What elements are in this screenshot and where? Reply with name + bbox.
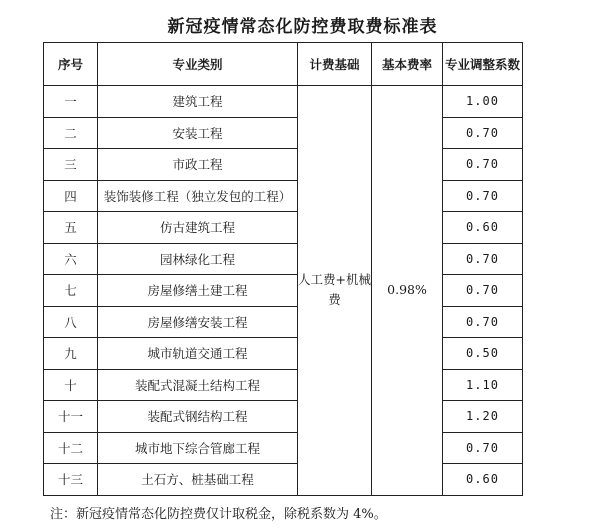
table-row bbox=[44, 464, 523, 496]
row-index: 十一 bbox=[44, 401, 98, 433]
row-index: 二 bbox=[44, 117, 98, 149]
fee-standard-table bbox=[43, 42, 523, 496]
row-coefficient: 1.00 bbox=[443, 86, 523, 118]
table-row bbox=[44, 180, 523, 212]
row-index: 三 bbox=[44, 149, 98, 181]
row-index: 四 bbox=[44, 180, 98, 212]
row-index: 七 bbox=[44, 275, 98, 307]
table-header-row bbox=[44, 43, 523, 86]
rate-cell: 0.98% bbox=[372, 86, 443, 496]
row-category: 园林绿化工程 bbox=[98, 243, 298, 275]
row-index: 六 bbox=[44, 243, 98, 275]
row-category: 土石方、桩基础工程 bbox=[98, 464, 298, 496]
row-coefficient: 0.70 bbox=[443, 149, 523, 181]
row-index: 十 bbox=[44, 369, 98, 401]
table-row bbox=[44, 369, 523, 401]
table-row bbox=[44, 149, 523, 181]
row-category: 仿古建筑工程 bbox=[98, 212, 298, 244]
document-title: 新冠疫情常态化防控费取费标准表 bbox=[167, 17, 438, 37]
header-rate: 基本费率 bbox=[372, 43, 443, 86]
row-category: 安装工程 bbox=[98, 117, 298, 149]
table-row bbox=[44, 212, 523, 244]
row-coefficient: 0.70 bbox=[443, 432, 523, 464]
table-row bbox=[44, 86, 523, 118]
row-index: 十三 bbox=[44, 464, 98, 496]
basis-cell: 人工费+机械费 bbox=[298, 86, 372, 496]
row-coefficient: 0.70 bbox=[443, 117, 523, 149]
table-row bbox=[44, 306, 523, 338]
header-basis: 计费基础 bbox=[298, 43, 372, 86]
row-coefficient: 0.60 bbox=[443, 212, 523, 244]
row-coefficient: 0.50 bbox=[443, 338, 523, 370]
table-row bbox=[44, 275, 523, 307]
row-coefficient: 1.20 bbox=[443, 401, 523, 433]
table-row bbox=[44, 432, 523, 464]
row-index: 十二 bbox=[44, 432, 98, 464]
row-coefficient: 0.60 bbox=[443, 464, 523, 496]
header-category: 专业类别 bbox=[98, 43, 298, 86]
table-row bbox=[44, 243, 523, 275]
table-row bbox=[44, 117, 523, 149]
row-category: 房屋修缮土建工程 bbox=[98, 275, 298, 307]
header-coefficient: 专业调整系数 bbox=[443, 43, 523, 86]
row-category: 城市地下综合管廊工程 bbox=[98, 432, 298, 464]
row-category: 建筑工程 bbox=[98, 86, 298, 118]
row-index: 八 bbox=[44, 306, 98, 338]
header-index: 序号 bbox=[44, 43, 98, 86]
row-category: 市政工程 bbox=[98, 149, 298, 181]
row-coefficient: 0.70 bbox=[443, 306, 523, 338]
row-index: 九 bbox=[44, 338, 98, 370]
row-category: 房屋修缮安装工程 bbox=[98, 306, 298, 338]
table-row bbox=[44, 401, 523, 433]
row-category: 装饰装修工程（独立发包的工程） bbox=[98, 180, 298, 212]
row-coefficient: 0.70 bbox=[443, 275, 523, 307]
table-row bbox=[44, 338, 523, 370]
footnote: 注：新冠疫情常态化防控费仅计取税金，除税系数为 4%。 bbox=[50, 507, 387, 522]
row-coefficient: 0.70 bbox=[443, 243, 523, 275]
row-category: 城市轨道交通工程 bbox=[98, 338, 298, 370]
row-category: 装配式钢结构工程 bbox=[98, 401, 298, 433]
row-category: 装配式混凝土结构工程 bbox=[98, 369, 298, 401]
row-coefficient: 1.10 bbox=[443, 369, 523, 401]
row-index: 五 bbox=[44, 212, 98, 244]
row-coefficient: 0.70 bbox=[443, 180, 523, 212]
row-index: 一 bbox=[44, 86, 98, 118]
